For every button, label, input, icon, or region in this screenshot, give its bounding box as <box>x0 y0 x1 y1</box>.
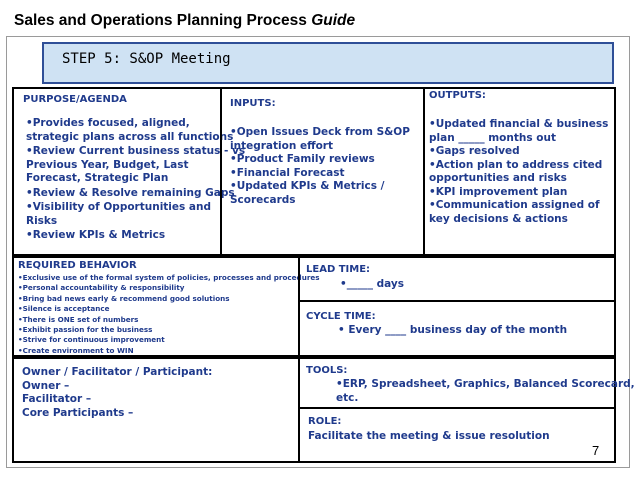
inputs-list <box>230 126 410 207</box>
outputs-heading: OUTPUTS: <box>429 90 486 101</box>
owner-line: Core Participants – <box>22 406 134 419</box>
inputs-item: integration effort <box>230 139 333 152</box>
outputs-item: •Action plan to address cited <box>429 158 603 171</box>
title-emphasis: Guide <box>311 12 356 29</box>
step-banner <box>42 42 614 84</box>
behavior-item: •There is ONE set of numbers <box>18 314 139 324</box>
step-title: STEP 5: S&OP Meeting <box>62 51 231 67</box>
outputs-item: opportunities and risks <box>429 172 567 184</box>
outputs-item: •Gaps resolved <box>429 145 520 157</box>
cycle-time-value: • Every ____ business day of the month <box>338 324 568 336</box>
cycle-time-heading: CYCLE TIME: <box>306 311 376 322</box>
tools-list <box>336 378 635 405</box>
cycle-time-box <box>298 300 616 357</box>
behavior-item: •Create environment to WIN <box>18 345 134 355</box>
purpose-item: Forecast, Strategic Plan <box>26 172 169 184</box>
behavior-item: •Exhibit passion for the business <box>18 325 153 335</box>
purpose-heading: PURPOSE/AGENDA <box>23 94 127 105</box>
inputs-item: •Updated KPIs & Metrics / <box>230 180 385 192</box>
behavior-heading: REQUIRED BEHAVIOR <box>18 260 137 271</box>
outputs-item: •KPI improvement plan <box>429 185 568 198</box>
purpose-item: •Review KPIs & Metrics <box>26 229 166 241</box>
purpose-item: •Review & Resolve remaining Gaps <box>26 186 235 199</box>
tools-line: •ERP, Spreadsheet, Graphics, Balanced Scorecard, <box>336 378 635 390</box>
outputs-item: key decisions & actions <box>429 212 568 225</box>
purpose-item: •Provides focused, aligned, <box>26 117 190 129</box>
owner-line: Owner / Facilitator / Participant: <box>22 366 213 378</box>
purpose-item: •Visibility of Opportunities and <box>26 201 212 213</box>
purpose-item: Risks <box>26 214 58 227</box>
behavior-item: •Personal accountability & responsibility <box>18 283 185 293</box>
role-heading: ROLE: <box>308 416 342 427</box>
lead-time-heading: LEAD TIME: <box>306 264 371 275</box>
lead-time-value: •_____ days <box>340 278 404 290</box>
tools-line: etc. <box>336 391 359 404</box>
owner-line: Owner – <box>22 379 70 392</box>
behavior-item: •Exclusive use of the formal system of policies, processes and procedures <box>18 273 320 282</box>
lead-time-box <box>298 256 616 302</box>
inputs-item: •Open Issues Deck from S&OP <box>230 126 410 138</box>
owner-list <box>22 366 212 420</box>
outputs-item: •Updated financial & business <box>429 118 609 130</box>
purpose-item: •Review Current business status - vs <box>26 145 246 157</box>
purpose-item: strategic plans across all functions <box>26 130 234 143</box>
tools-heading: TOOLS: <box>306 365 348 376</box>
inputs-heading: INPUTS: <box>230 98 276 109</box>
page-number: 7 <box>592 443 600 458</box>
purpose-box <box>12 87 246 256</box>
outputs-item: •Communication assigned of <box>429 199 600 211</box>
inputs-box <box>220 87 425 256</box>
purpose-list <box>26 117 245 243</box>
behavior-item: •Strive for continuous improvement <box>18 335 165 345</box>
outputs-box <box>423 87 616 256</box>
purpose-item: Previous Year, Budget, Last <box>26 158 189 171</box>
behavior-list <box>18 273 320 356</box>
tools-box <box>298 357 635 409</box>
owner-box <box>12 357 300 463</box>
outputs-item: plan _____ months out <box>429 131 556 144</box>
inputs-item: •Product Family reviews <box>230 153 375 165</box>
owner-line: Facilitator – <box>22 393 92 405</box>
inputs-item: •Financial Forecast <box>230 166 345 179</box>
title-main: Sales and Operations Planning Process <box>14 12 307 29</box>
role-text: Facilitate the meeting & issue resolution <box>308 430 550 442</box>
behavior-item: •Silence is acceptance <box>18 304 110 314</box>
behavior-item: •Bring bad news early & recommend good solutions <box>18 293 230 303</box>
outputs-list <box>429 118 608 226</box>
behavior-box <box>12 256 320 357</box>
inputs-item: Scorecards <box>230 193 296 206</box>
role-box <box>298 407 616 463</box>
document-title <box>14 12 355 30</box>
